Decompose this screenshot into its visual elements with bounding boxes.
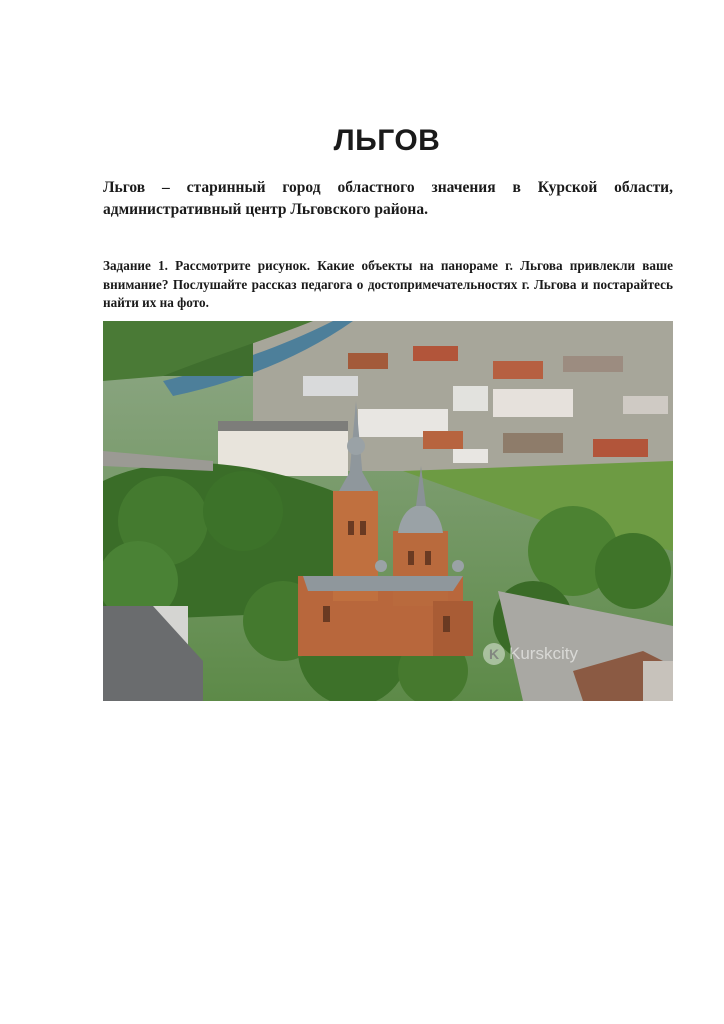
page-title: ЛЬГОВ [333,124,441,157]
watermark-text: Kurskcity [509,644,578,663]
photo-watermark [483,643,578,665]
city-panorama-photo [103,321,673,701]
task-paragraph: Задание 1. Рассмотрите рисунок. Какие объекты на панораме г. Льгова привлекли ваше внимание? Послушайте рассказ педагога о достопримечательностях г. Льгова и постарайтесь найти их на фото. [103,258,673,310]
intro-paragraph: Льгов – старинный город областного значения в Курской области, административный центр Льговского района. [103,179,673,218]
watermark-logo-icon: K [483,643,505,665]
